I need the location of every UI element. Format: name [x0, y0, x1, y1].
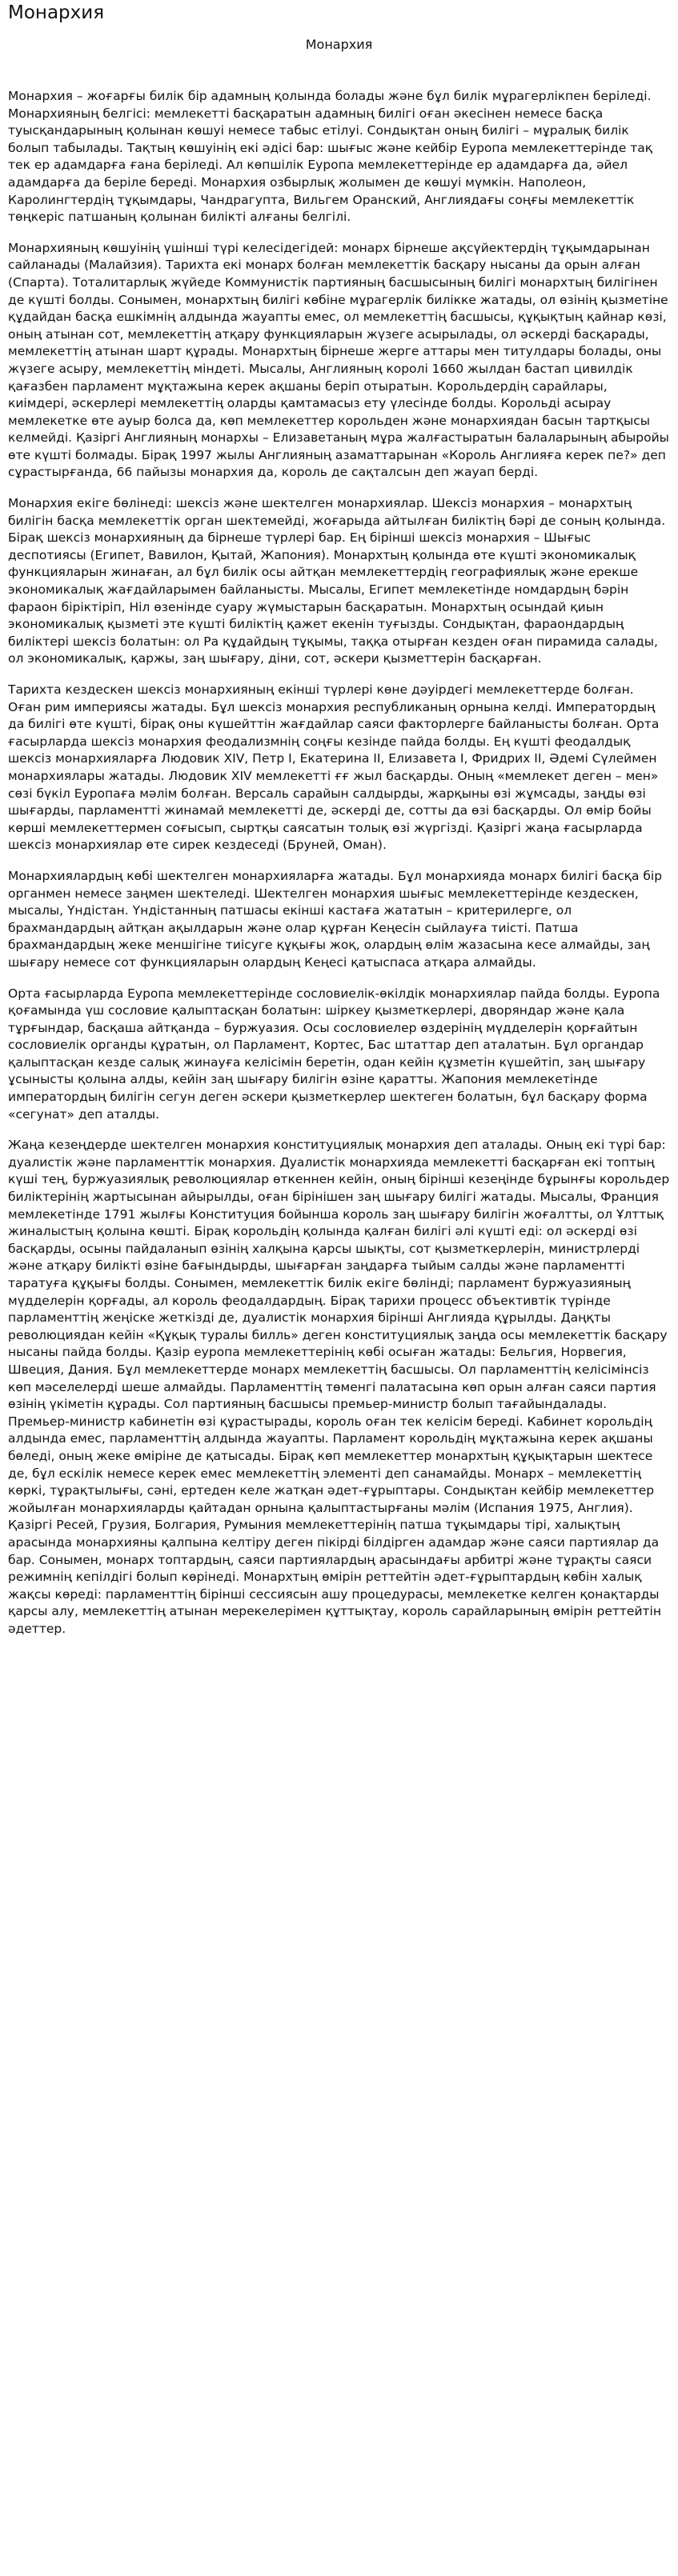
paragraph: Монархияның көшуінің үшінші түрі келесідегідей: монарх бірнеше ақсүйектердің тұқымдарынан сайланады (Малайзия). Тарихта екі монарх болған мемлекеттік басқару нысаны да орын алған (Спарта). Тоталитарлық жүйеде Коммунистік партияның басшысының билігі монархтың билігінен де күшті болды. Сонымен, монархтың билігі көбіне мұрагерлік билікке жатады, ол өзінің қызметіне құдайдан басқа ешкімнің алдында жауапты емес, ол мемлекеттің басшысы, құқықтың қайнар көзі, оның атынан сот, мемлекеттің атқару функцияларын жүзеге асырылады, ол әскерді басқарады, мемлекеттің атынан шарт құрады. Монархтың бірнеше жерге аттары мен титулдары болады, оны жүзеге асыру, мемлекеттің міндеті. Мысалы, Англияның королі 1660 жылдан бастап цивилдік қағазбен парламент мұқтажына керек ақшаны беріп отыратын. Корольдердің сарайлары, киімдері, әскерлері мемлекеттің оларды қамтамасыз ету үлесінде болды. Корольді асырау мемлекетке өте ауыр болса да, көп мемлекеттер корольден және монархиядан басын тартқысы келмейді. Қазіргі Англияның монархы – Елизаветаның мұра жалғастыратын балаларының абыройы өте күшті болмады. Бірақ 1997 жылы Англияның азаматтарынан «Король Англияға керек пе?» деп сұрастырғанда, 66 пайызы монархия да, король де сақталсын деп жауап берді.: [8, 240, 669, 480]
paragraph: Жаңа кезеңдерде шектелген монархия конституциялық монархия деп аталады. Оның екі түрі бар: дуалистік және парламенттік монархия. Дуалистік монархияда мемлекетті басқарған екі топтың күші тең, буржуазиялық революциялар өткеннен кейін, оның бірінші кезеңінде бұрынғы корольдер биліктерінің жартысынан айырылды, оған бірінішен заң шығару билігі жатады. Мысалы, Франция мемлекетінде 1791 жылғы Конституция бойынша король заң шығару билігін жоғалтты, ол Ұлттық жиналыстың қолына көшті. Бірақ корольдің қолында қалған билігі әлі күшті еді: ол әскерді өзі басқарды, осыны пайдаланып өзінің халқына қарсы шықты, сот қызметкерлерін, министрлерді және атқару билікті өзіне бағындырды, шығарған заңдарға тыйым салды және парламентті таратуға құқығы болды. Сонымен, мемлекеттік билік екіге бөлінді; парламент буржуазияның мүдделерін қорғады, ал король феодалдардың. Бірақ тарихи процесс объективтік түрінде парламенттің жеңіске жеткізді де, дуалистік монархия бірінші Англияда құрылды. Даңқты революциядан кейін «Құқық туралы билль» деген конституциялық заңда осы мемлекеттік басқару нысаны пайда болды. Қазір еуропа мемлекеттерінің көбі осыған жатады: Бельгия, Норвегия, Швеция, Дания. Бұл мемлекеттерде монарх мемлекеттің басшысы. Ол парламенттің келісімінсіз көп мәселелерді шеше алмайды. Парламенттің төменгі палатасына көп орын алған саяси партия өзінің үкіметін құрады. Сол партияның басшысы премьер-министр болып тағайындалады. Премьер-министр кабинетін өзі құрастырады, король оған тек келісім береді. Кабинет корольдің алдында емес, парламенттің алдында жауапты. Парламент корольдің мұқтажына керек ақшаны бөледі, оның жеке өміріне де қатысады. Бірақ көп мемлекеттер монархтың құқықтарын шектесе де, бұл ескілік немесе керек емес мемлекеттің элементі деп санамайды. Монарх – мемлекеттің көркі, тұрақтылығы, сәні, ертеден келе жатқан әдет-ғұрыптары. Сондықтан кейбір мемлекеттер жойылған монархияларды қайтадан орнына қалыптастырғаны мәлім (Испания 1975, Англия). Қазіргі Ресей, Грузия, Болгария, Румыния мемлекеттерінің патша тұқымдары тірі, халықтың арасында монархияны қалпына келтіру деген пікірді білдірген адамдар және саяси партиялар да бар. Сонымен, монарх топтардың, саяси партиялардың арасындағы арбитрі және тұрақты саяси режимнің кепілдігі болып көрінеді. Монархтың өмірін реттейтін әдет-ғұрыптардың көбін халық жақсы көреді: парламенттің бірінші сессиясын ашу процедурасы, мемлекетке келген қонақтарды қарсы алу, мемлекеттің атынан мерекелерімен құттықтау, король сарайларының өмірін реттейтін әдеттер.: [8, 1138, 670, 1636]
document-body: [8, 88, 670, 1638]
document-title: Монархия: [305, 37, 373, 52]
document-header-title: Монархия: [8, 2, 105, 23]
paragraph: Орта ғасырларда Еуропа мемлекеттерінде сословиелік-өкілдік монархиялар пайда болды. Еуропа қоғамында үш сословие қалыптасқан болатын: шіркеу қызметкерлері, дворяндар және қала тұрғындар, басқаша айтқанда – буржуазия. Осы сословиелер өздерінің мүдделерін қорғайтын сословиелік органды құратын, ол Парламент, Кортес, Бас штаттар деп аталатын. Бұл органдар қалыптасқан кезде салық жинауға келісімін беретін, одан кейін құзметін күшейтіп, заң шығару ұсынысты қолына алды, кейін заң шығару билігін өзіне қаратты. Жапония мемлекетінде императордың билігін сегун деген әскери қызметкерлер шектеген болатын, бұл басқару форма «сегунат» деп аталды.: [8, 986, 660, 1122]
paragraph: Монархия екіге бөлінеді: шексіз және шектелген монархиялар. Шексіз монархия – монархтың билігін басқа мемлекеттік орган шектемейді, жоғарыда айтылған биліктің бәрі де соның қолында. Бірақ шексіз монархияның да бірнеше түрлері бар. Ең бірінші шексіз монархия – Шығыс деспотиясы (Египет, Вавилон, Қытай, Жапония). Монархтың қолында өте күшті экономикалық функцияларын жинаған, ал бұл билік осы айтқан мемлекеттердің географиялық және ерекше экономикалық жағдайларымен байланысты. Мысалы, Египет мемлекетінде номдардың бәрін фараон біріктіріп, Ніл өзенінде суару жүмыстарын басқаратын. Монархтың осындай қиын экономикалық қызметі эте күшті биліктің қажет екенін туғызды. Сондықтан, фараондардың биліктері шексіз болатын: ол Ра құдайдың тұқымы, таққа отырған кезден оған пирамида салады, ол экономикалық, қаржы, заң шығару, діни, сот, әскери қызметтерін басқарған.: [8, 496, 666, 666]
paragraph: Монархия – жоғарғы билік бір адамның қолында болады және бұл билік мұрагерлікпен беріледі. Монархияның белгісі: мемлекетті басқаратын адамның билігі оған әкесінен немесе басқа туысқандарының қолынан көшуі немесе табыс етілуі. Сондықтан оның билігі – мұралық билік болып табылады. Тақтың көшуінің екі әдісі бар: шығыс және кейбір Еуропа мемлекеттерінде тақ тек ер адамдарға ғана беріледі. Ал көпшілік Еуропа мемлекеттерінде ер адамдарға да, әйел адамдарға да беріле береді. Монархия озбырлық жолымен де көшуі мүмкін. Наполеон, Каролингтердің тұқымдары, Чандрагупта, Вильгем Оранский, Англиядағы соңғы мемлекеттік төңкеріс патшаның қолынан билікті алғаны белгілі.: [8, 89, 653, 225]
paragraph: Монархиялардың көбі шектелген монархияларға жатады. Бұл монархияда монарх билігі басқа бір органмен немесе заңмен шектеледі. Шектелген монархия шығыс мемлекеттерінде кездескен, мысалы, Үндістан. Үндістанның патшасы екінші кастаға жататын – критерилерге, ол брахмандардың айтқан ақылдарын және олар құрған Кеңесін сыйлауға тиісті. Патша брахмандардың жеке меншігіне тиісуге құқығы жоқ, олардың өлім жазасына кесе алмайды, заң шығару немесе сот функцияларын олардың Кеңесі қатыспаса атқара алмайды.: [8, 868, 663, 970]
paragraph: Тарихта кездескен шексіз монархияның екінші түрлері көне дәуірдегі мемлекеттерде болған. Оған рим империясы жатады. Бұл шексіз монархия республиканың орнына келді. Императордың да билігі өте күшті, бірақ оны күшейттін жағдайлар саяси факторлерге байланысты болған. Орта ғасырларда шексіз монархия феодализмнің соңғы кезінде пайда болды. Ең күшті феодалдық шексіз монархияларға Людовик XIV, Петр I, Екатерина II, Елизавета I, Фридрих II, Әдемі Сүлеймен монархиялары жатады. Людовик XIV мемлекетті ғғ жыл басқарды. Оның «мемлекет деген – мен» сөзі бүкіл Еуропаға мәлім болған. Версаль сарайын салдырды, жарқыны өзі жұмсады, заңды өзі шығарды, парламентті жинамай мемлекетті де, әскерді де, сотты да өзі басқарды. Ол өмір бойы көрші мемлекеттермен соғысып, сыртқы саясатын толық өзі жүргізді. Қазіргі жаңа ғасырларда шексіз монархиялар өте сирек кездеседі (Бруней, Оман).: [8, 682, 660, 853]
